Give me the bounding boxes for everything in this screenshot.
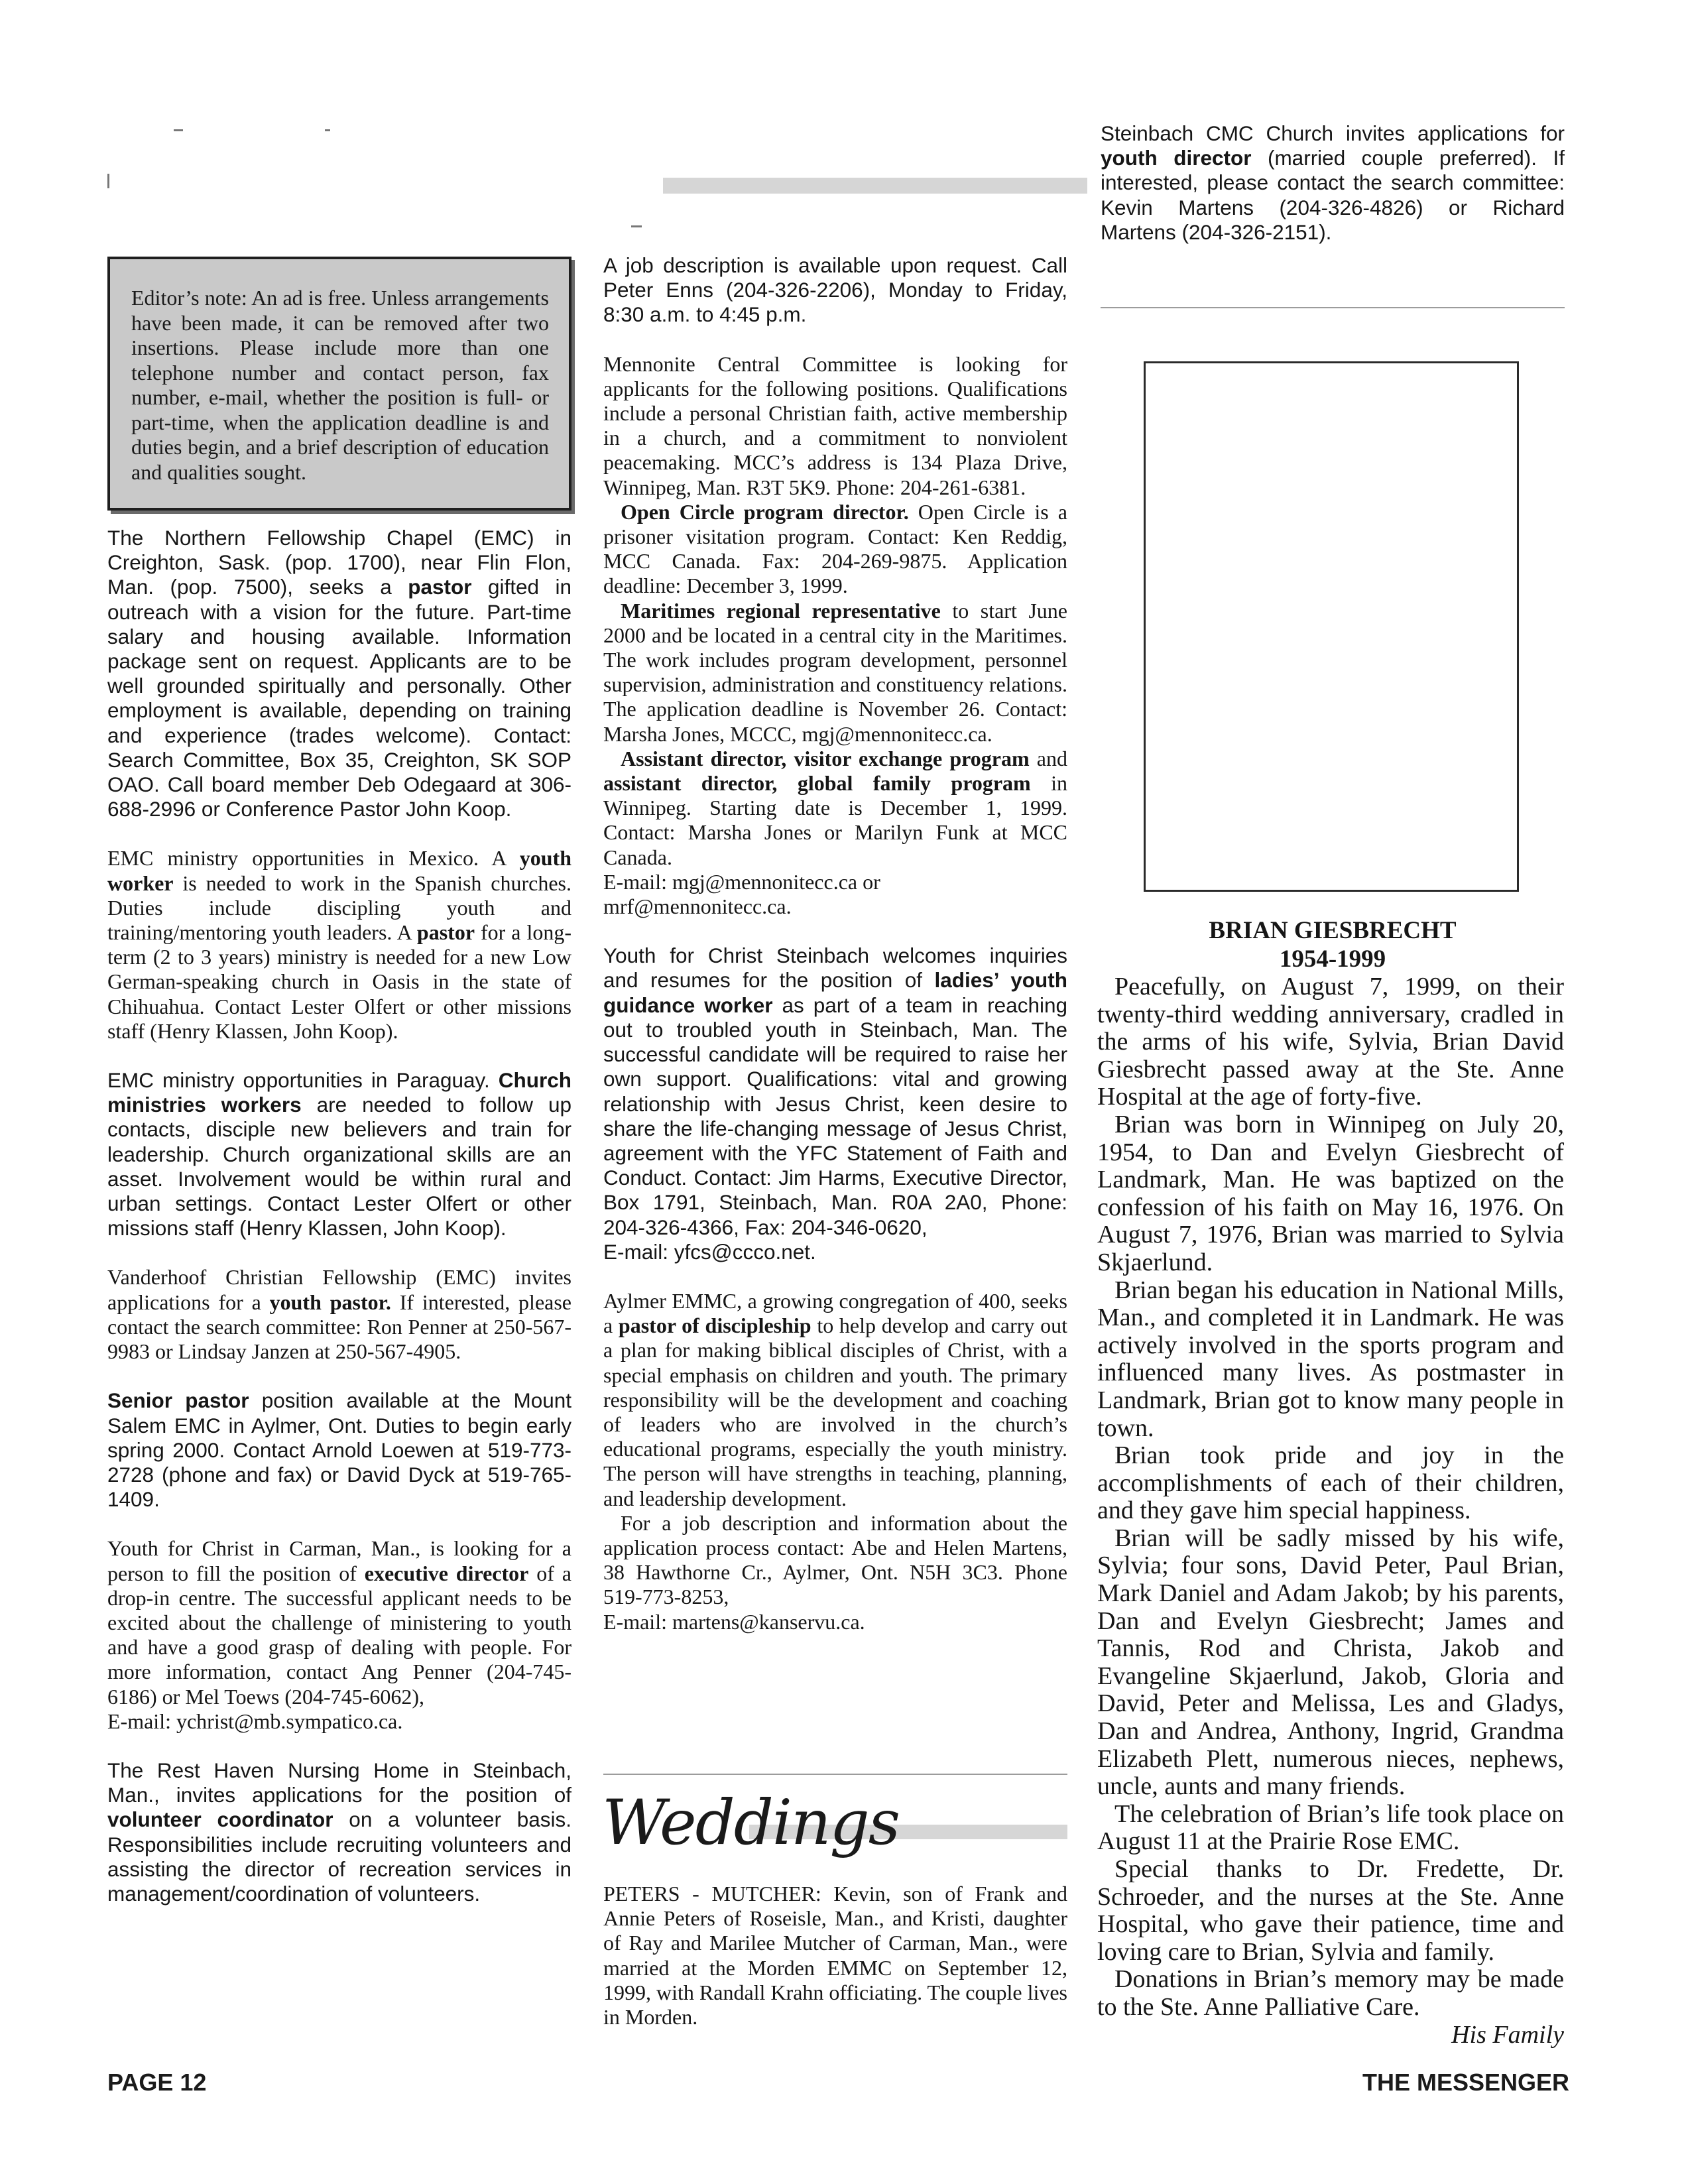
ad-senior-pastor: Senior pastor position available at the Mount Salem EMC in Aylmer, Ont. Duties to begin early spring 2000. Contact Arnold Loewen at 519-773-2728 (phone and fax) or David Dyck at 519-765-1409. — [107, 1388, 572, 1512]
mcc-email-1: E-mail: mgj@mennonitecc.ca or — [603, 869, 880, 894]
mcc-email-2: mrf@mennonitecc.ca. — [603, 894, 792, 919]
obituary-paragraph: Peacefully, on August 7, 1999, on their twenty-third wedding anniversary, cradled in the arms of his wife, Sylvia, Brian David Giesbrecht passed away at the Ste. Anne Hospital at the age of forty-five. — [1097, 973, 1564, 1111]
header-gray-bar — [663, 178, 1087, 194]
column-1 — [107, 526, 571, 1906]
obituary-paragraph: Donations in Brian’s memory may be made to the Ste. Anne Palliative Care. — [1097, 1965, 1564, 2021]
ad-carman: Youth for Christ in Carman, Man., is looking for a person to fill the position of executive director of a drop-in centre. The successful applicant needs to be excited about the challenge of ministering to youth and have a good grasp of dealing with people. For more information, contact Ang Penner (204-745-6186) or Mel Toews (204-745-6062), — [107, 1536, 572, 1709]
editor-note-box — [107, 257, 571, 511]
scan-mark — [325, 129, 330, 131]
ad-rest-haven: The Rest Haven Nursing Home in Steinbach, Man., invites applications for the position of volunteer coordinator on a volunteer basis. Responsibilities include recruiting volunteers and assisting the director of recreation services in management/coordination of volunteers. — [107, 1758, 571, 1906]
obituary-paragraph: Special thanks to Dr. Fredette, Dr. Schroeder, and the nurses at the Ste. Anne Hospital, who gave their patience, time and loving care to Brian, Sylvia and family. — [1097, 1855, 1564, 1966]
column-2 — [603, 253, 1067, 1634]
aylmer-body: Aylmer EMMC, a growing congregation of 400, seeks a pastor of discipleship to help develop and carry out a plan for making biblical disciples of Christ, with a special emphasis on children and youth. The primary responsibility will be the development and coaching of leaders who are involved in the church’s educational programs, especially the youth ministry. The person will have strengths in teaching, planning, and leadership development. — [603, 1288, 1068, 1510]
mcc-assistant-director: Assistant director, visitor exchange program and assistant director, global family program in Winnipeg. Starting date is December 1, 1999. Contact: Marsha Jones or Marilyn Funk at MCC Canada. — [603, 746, 1068, 869]
ad-steinbach-cmc: Steinbach CMC Church invites applications for youth director (married couple preferred). If interested, please contact the search committee: Kevin Martens (204-326-4826) or Richard Martens (204-326-2151). — [1101, 121, 1565, 244]
ad-yfc-email: E-mail: yfcs@ccco.net. — [603, 1239, 816, 1264]
job-description-note: A job description is available upon request. Call Peter Enns (204-326-2206), Monday to Friday, 8:30 a.m. to 4:45 p.m. — [603, 253, 1067, 327]
obituary-paragraph: Brian began his education in National Mills, Man., and completed it in Landmark. He was actively involved in the sports program and influenced many lives. As postmaster in Landmark, Brian got to know many people in town. — [1097, 1276, 1564, 1442]
obituary-paragraph: The celebration of Brian’s life took place on August 11 at the Prairie Rose EMC. — [1097, 1799, 1564, 1856]
publication-name: THE MESSENGER — [1362, 2069, 1569, 2096]
ad-mexico: EMC ministry opportunities in Mexico. A youth worker is needed to work in the Spanish churches. Duties include discipling youth and training/mentoring youth leaders. A pastor for a long-term (2 to 3 years) ministry is needed for a new Low German-speaking church in Oasis in the state of Chihuahua. Contact Lester Olfert or other missions staff (Henry Klassen, John Koop). — [107, 846, 572, 1043]
ad-vanderhoof: Vanderhoof Christian Fellowship (EMC) invites applications for a youth pastor. If interested, please contact the search committee: Ron Penner at 250-567-9983 or Lindsay Janzen at 250-567-4905. — [107, 1265, 572, 1364]
editor-note-text: Editor’s note: An ad is free. Unless arrangements have been made, it can be removed after two insertions. Please include more than one telephone number and contact person, fax number, e-mail, whether the position is full- or part-time, when the application deadline is and duties begin, and a brief description of education and qualities sought. — [131, 286, 549, 484]
ad-yfc-steinbach: Youth for Christ Steinbach welcomes inquiries and resumes for the position of ladies’ youth guidance worker as part of a team in reaching out to troubled youth in Steinbach, Man. The successful candidate will be required to raise her own support. Qualifications: vital and growing relationship with Jesus Christ, keen desire to share the life-changing message of Jesus Christ, agreement with the YFC Statement of Faith and Conduct. Contact: Jim Harms, Executive Director, Box 1791, Steinbach, Man. R0A 2A0, Phone: 204-326-4366, Fax: 204-346-0620, — [603, 943, 1068, 1239]
mcc-intro: Mennonite Central Committee is looking for applicants for the following positions. Qualifications include a personal Christian faith, active membership in a church, and a commitment to nonviolent peacemaking. MCC’s address is 134 Plaza Drive, Winnipeg, Man. R3T 5K9. Phone: 204-261-6381. — [603, 351, 1067, 499]
column-3-divider — [1101, 307, 1565, 308]
obituary-photo — [1144, 361, 1519, 892]
obituary-paragraph: Brian will be sadly missed by his wife, Sylvia; four sons, David Peter, Paul Brian, Mark Daniel and Adam Jakob; by his parents, Dan and Evelyn Giesbrecht; James and Tannis, Rod and Christa, Jakob and Evangeline Skjaerlund, Jakob, Gloria and David, Peter and Melissa, Les and Gladys, Dan and Andrea, Anthony, Ingrid, Grandma Elizabeth Plett, numerous nieces, nephews, uncle, aunts and many friends. — [1097, 1524, 1564, 1801]
scan-mark — [107, 174, 109, 188]
column-3 — [1101, 121, 1565, 245]
scan-mark — [631, 225, 642, 227]
ad-aylmer — [603, 1289, 1067, 1634]
obituary-paragraph: Brian was born in Winnipeg on July 20, 1954, to Dan and Evelyn Giesbrecht of Landmark, Man. He was baptized on the confession of his faith on May 16, 1976. On August 7, 1976, Brian was married to Sylvia Skjaerlund. — [1097, 1110, 1564, 1276]
obituary-years: 1954-1999 — [1279, 945, 1386, 973]
obituary-signature: His Family — [1451, 2020, 1564, 2049]
obituary-name: BRIAN GIESBRECHT — [1209, 917, 1457, 944]
mcc-open-circle: Open Circle program director. Open Circle is a prisoner visitation program. Contact: Ken Reddig, MCC Canada. Fax: 204-269-9875. Application deadline: December 3, 1999. — [603, 499, 1068, 598]
obituary-body — [1097, 973, 1564, 2049]
wedding-announcement — [603, 1882, 1067, 2030]
ad-mcc — [603, 352, 1067, 920]
mcc-maritimes: Maritimes regional representative to start June 2000 and be located in a central city in the Maritimes. The work includes program development, personnel supervision, administration and constituency relations. The application deadline is November 26. Contact: Marsha Jones, MCCC, mgj@mennonitecc.ca. — [603, 598, 1068, 746]
scan-mark — [174, 129, 183, 131]
page-number: PAGE 12 — [107, 2069, 207, 2096]
weddings-heading: Weddings — [602, 1787, 899, 1859]
wedding-peters-mutcher: PETERS - MUTCHER: Kevin, son of Frank and Annie Peters of Roseisle, Man., and Kristi, daughter of Ray and Marilee Mutcher of Carman, Man., were married at the Morden EMMC on September 12, 1999, with Randall Krahn officiating. The couple lives in Morden. — [603, 1882, 1067, 2030]
ad-carman-email: E-mail: ychrist@mb.sympatico.ca. — [107, 1709, 403, 1733]
ad-paraguay: EMC ministry opportunities in Paraguay. Church ministries workers are needed to follow up contacts, disciple new believers and train for leadership. Church organizational skills are an asset. Involvement would be within rural and urban settings. Contact Lester Olfert or other missions staff (Henry Klassen, John Koop). — [107, 1068, 571, 1241]
aylmer-contact: For a job description and information about the application process contact: Abe and Helen Martens, 38 Hawthorne Cr., Aylmer, Ont. N5H 3C3. Phone 519-773-8253, — [603, 1510, 1067, 1609]
obituary-paragraph: Brian took pride and joy in the accomplishments of each of their children, and they gave him special happiness. — [1097, 1441, 1564, 1525]
ad-northern-fellowship: The Northern Fellowship Chapel (EMC) in Creighton, Sask. (pop. 1700), near Flin Flon, Man. (pop. 7500), seeks a pastor gifted in outreach with a vision for the future. Part-time salary and housing available. Information package sent on request. Applicants are to be well grounded spiritually and personally. Other employment is available, depending on training and experience (trades welcome). Contact: Search Committee, Box 35, Creighton, SK SOP OAO. Call board member Deb Odegaard at 306-688-2996 or Conference Pastor John Koop. — [107, 526, 571, 821]
weddings-divider — [603, 1774, 1067, 1775]
aylmer-email: E-mail: martens@kanservu.ca. — [603, 1609, 865, 1634]
